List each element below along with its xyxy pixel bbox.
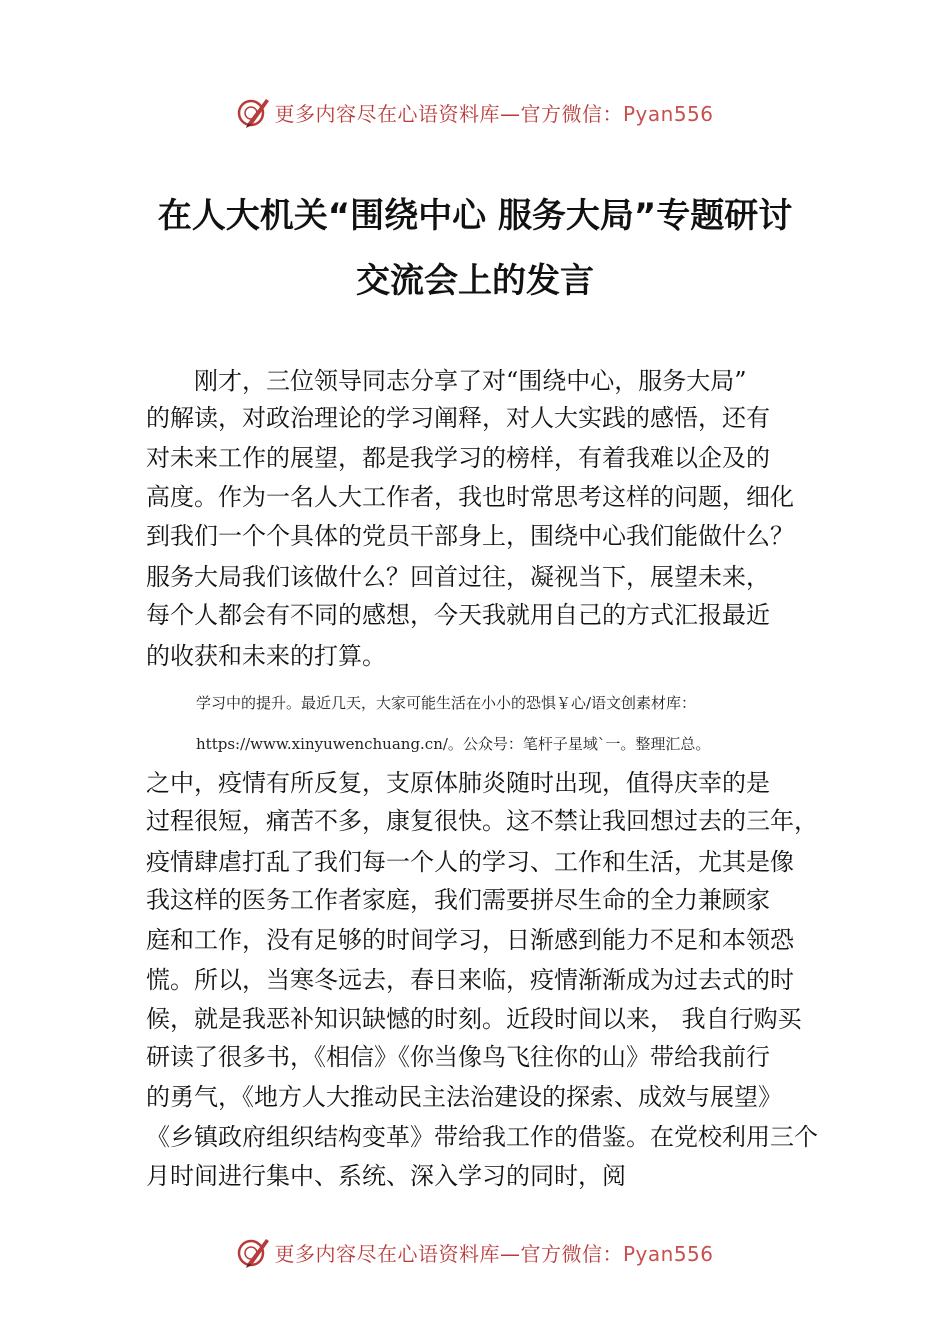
body-line: 刚才，三位领导同志分享了对“围绕中心，服务大局” bbox=[146, 367, 747, 395]
watermark-banner-top bbox=[0, 92, 950, 132]
inserted-note-line: 学习中的提升。最近几天，大家可能生活在小小的恐惧￥心/语文创素材库： bbox=[196, 694, 697, 712]
document-title-line-1: 在人大机关“围绕中心 服务大局”专题研讨 bbox=[157, 196, 793, 236]
watermark-text: 更多内容尽在心语资料库—官方微信：Pyan556 bbox=[274, 1241, 714, 1266]
body-line: 的收获和未来的打算。 bbox=[146, 642, 386, 670]
body-line: 之中，疫情有所反复，支原体肺炎随时出现，值得庆幸的是 bbox=[146, 769, 770, 797]
body-line: 我这样的医务工作者家庭，我们需要拼尽生命的全力兼顾家 bbox=[146, 886, 770, 914]
body-line: 的勇气，《地方人大推动民主法治建设的探索、成效与展望》 bbox=[146, 1083, 782, 1111]
body-line: 到我们一个个具体的党员干部身上，围绕中心我们能做什么？ bbox=[146, 522, 794, 550]
body-line: 过程很短，痛苦不多，康复很快。这不禁让我回想过去的三年， bbox=[146, 807, 818, 835]
body-line: 慌。所以，当寒冬远去，春日来临，疫情渐渐成为过去式的时 bbox=[146, 966, 794, 994]
body-line: 对未来工作的展望，都是我学习的榜样，有着我难以企及的 bbox=[146, 444, 770, 472]
body-line: 庭和工作，没有足够的时间学习，日渐感到能力不足和本领恐 bbox=[146, 926, 794, 954]
body-line: 《乡镇政府组织结构变革》带给我工作的借鉴。在党校利用三个 bbox=[146, 1123, 818, 1151]
pen-seal-logo-icon bbox=[236, 95, 270, 129]
inserted-note-line: https://www.xinyuwenchuang.cn/。公众号：笔杆子星域`一。整理汇总。 bbox=[196, 735, 711, 753]
body-line: 高度。作为一名人大工作者，我也时常思考这样的问题，细化 bbox=[146, 483, 794, 511]
pen-seal-logo-icon bbox=[236, 1235, 270, 1269]
body-line: 服务大局我们该做什么？回首过往，凝视当下，展望未来， bbox=[146, 563, 770, 591]
body-line: 研读了很多书，《相信》《你当像鸟飞往你的山》带给我前行 bbox=[146, 1043, 770, 1071]
watermark-handle: Pyan556 bbox=[622, 1241, 714, 1266]
body-line: 每个人都会有不同的感想，今天我就用自己的方式汇报最近 bbox=[146, 601, 770, 629]
body-line: 的解读，对政治理论的学习阐释，对人大实践的感悟，还有 bbox=[146, 404, 770, 432]
watermark-text: 更多内容尽在心语资料库—官方微信：Pyan556 bbox=[274, 101, 714, 126]
body-line: 疫情肆虐打乱了我们每一个人的学习、工作和生活，尤其是像 bbox=[146, 848, 794, 876]
document-title-line-2: 交流会上的发言 bbox=[356, 261, 594, 301]
body-line: 月时间进行集中、系统、深入学习的同时，阅 bbox=[146, 1162, 626, 1190]
watermark-handle: Pyan556 bbox=[622, 101, 714, 126]
body-line: 候，就是我恶补知识缺憾的时刻。近段时间以来， 我自行购买 bbox=[146, 1005, 802, 1033]
watermark-banner-bottom bbox=[0, 1232, 950, 1272]
